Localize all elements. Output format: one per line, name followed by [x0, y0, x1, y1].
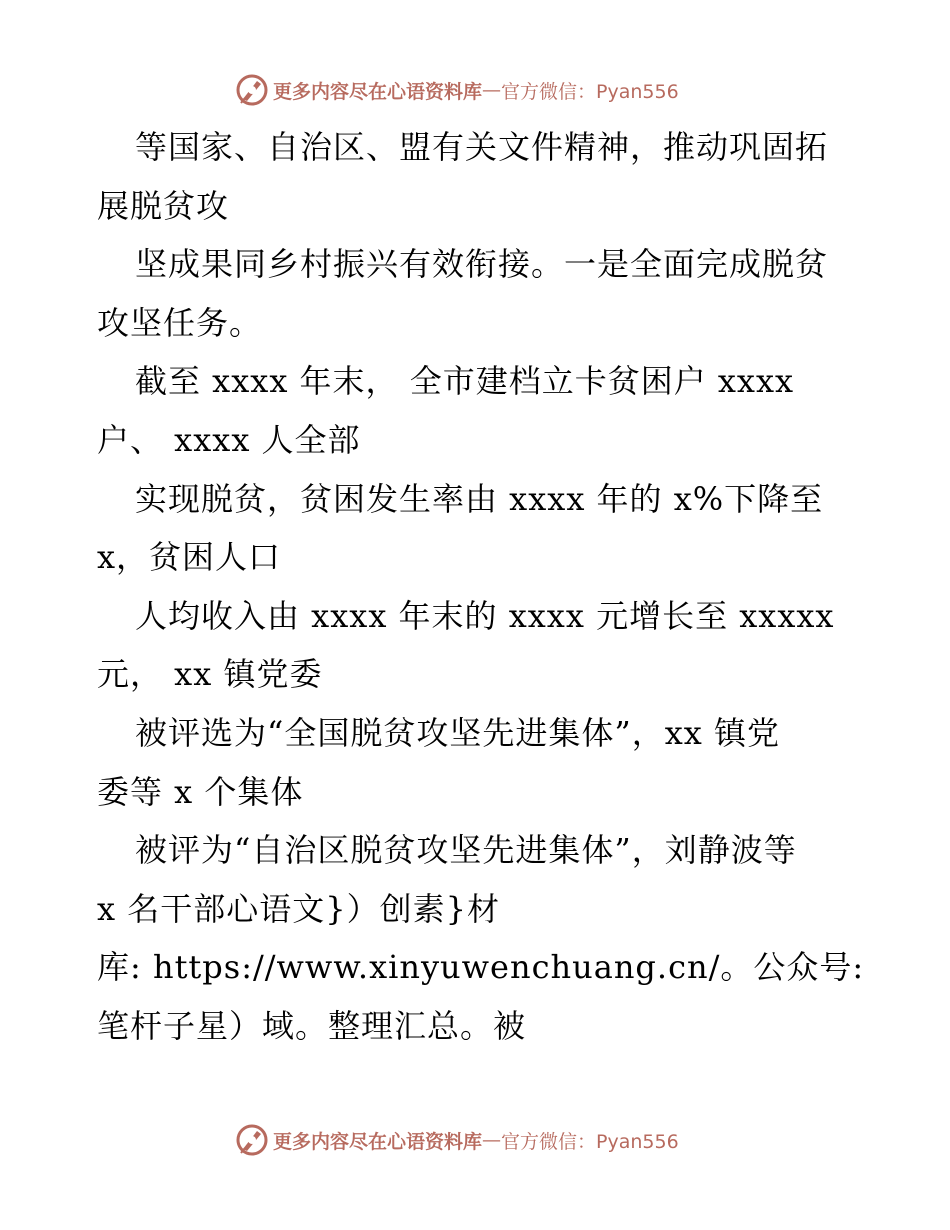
text-line: 攻坚任务。: [97, 303, 263, 342]
text-line: 笔杆子星）域。整理汇总。被: [97, 1006, 527, 1045]
document-body: [97, 118, 865, 1056]
header-banner: [235, 70, 715, 110]
banner-dash: —: [482, 1129, 502, 1151]
text-line: 实现脱贫，贫困发生率由 xxxx 年的 x%下降至: [135, 479, 824, 518]
text-line: 户、 xxxx 人全部: [97, 420, 361, 459]
text-line: 委等 x 个集体: [97, 772, 304, 811]
banner-wechat-text: 官方微信：Pyan556: [501, 1130, 679, 1153]
text-line: 等国家、自治区、盟有关文件精神，推动巩固拓: [135, 128, 829, 166]
banner-main-text: 更多内容尽在心语资料库: [273, 1130, 483, 1153]
text-line: x，贫困人口: [97, 538, 282, 577]
footer-banner: [235, 1120, 715, 1160]
banner-main-text: 更多内容尽在心语资料库: [273, 80, 483, 103]
text-line: 截至 xxxx 年末， 全市建档立卡贫困户 xxxx: [135, 362, 795, 401]
quill-pen-logo-icon: [235, 1123, 269, 1157]
text-line: 被评为“自治区脱贫攻坚先进集体”，刘静波等: [135, 831, 797, 870]
text-line: 库: https://www.xinyuwenchuang.cn/。公众号:: [97, 948, 865, 987]
quill-pen-logo-icon: [235, 73, 269, 107]
text-line: x 名干部心语文}）创素}材: [97, 889, 500, 928]
banner-wechat-text: 官方微信：Pyan556: [501, 80, 679, 103]
text-line: 被评选为“全国脱贫攻坚先进集体”，xx 镇党: [135, 713, 780, 752]
banner-dash: —: [482, 79, 502, 101]
text-line: 元， xx 镇党委: [97, 655, 323, 694]
text-line: 坚成果同乡村振兴有效衔接。一是全面完成脱贫: [135, 245, 829, 284]
text-line: 人均收入由 xxxx 年末的 xxxx 元增长至 xxxxx: [135, 596, 835, 635]
text-line: 展脱贫攻: [97, 186, 230, 225]
